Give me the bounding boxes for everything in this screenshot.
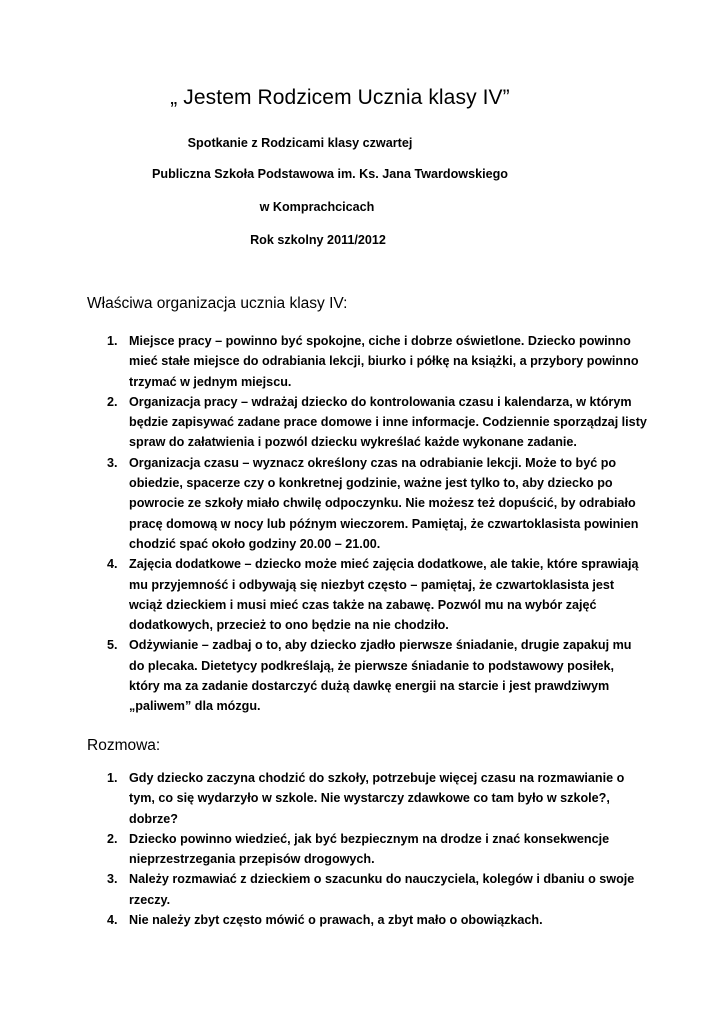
list-item [87, 453, 647, 554]
list-item [87, 829, 647, 870]
list-number: 1. [107, 771, 118, 785]
list-item-text: Organizacja pracy – wdrażaj dziecko do kontrolowania czasu i kalendarza, w którym będzie zapisywać zadane prace domowe i inne informacje. Codziennie sporządzaj listy spraw do załatwienia i pozwól dziecku wykreślać każde wykonane zadanie. [129, 394, 647, 450]
meeting-subtitle: Spotkanie z Rodzicami klasy czwartej [187, 136, 413, 150]
list-number: 2. [107, 394, 118, 409]
school-location: w Komprachcicach [259, 200, 375, 214]
conversation-list [87, 768, 647, 930]
list-item [87, 635, 647, 716]
list-item-text: Dziecko powinno wiedzieć, jak być bezpiecznym na drodze i znać konsekwencje nieprzestrzegania przepisów drogowych. [129, 831, 610, 867]
list-item [87, 869, 647, 910]
list-item-text: Zajęcia dodatkowe – dziecko może mieć zajęcia dodatkowe, ale takie, które sprawiają mu przyjemność i odbywają się niezbyt często – pamiętaj, że czwartoklasista jest wciąż dzieckiem i musi mieć czas także na zabawę. Pozwól mu na wybór zajęć dodatkowych, przecież to ono będzie na nie chodziło. [129, 557, 639, 633]
list-number: 3. [107, 872, 118, 887]
list-number: 2. [107, 831, 118, 846]
list-item-text: Należy rozmawiać z dzieckiem o szacunku do nauczyciela, kolegów i dbaniu o swoje rzeczy. [129, 872, 635, 907]
list-item [87, 392, 647, 453]
list-item [87, 331, 647, 392]
list-number: 1. [107, 334, 118, 348]
list-item-text: Odżywianie – zadbaj o to, aby dziecko zjadło pierwsze śniadanie, drugie zapakuj mu do plecaka. Dietetycy podkreślają, że pierwsze śniadanie to podstawowy posiłek, który ma za zadanie dostarczyć dużą dawkę energii na starcie i jest prawdziwym „paliwem” dla mózgu. [129, 638, 632, 714]
section-heading-conversation: Rozmowa: [87, 737, 161, 754]
list-number: 3. [107, 455, 118, 470]
list-item [87, 768, 647, 829]
organization-list [87, 331, 647, 717]
list-number: 4. [107, 913, 118, 928]
list-item [87, 554, 647, 635]
list-number: 4. [107, 557, 118, 572]
school-name: Publiczna Szkoła Podstawowa im. Ks. Jana Twardowskiego [152, 167, 508, 181]
list-item-text: Miejsce pracy – powinno być spokojne, ciche i dobrze oświetlone. Dziecko powinno mieć stałe miejsce do odrabiania lekcji, biurko i półkę na książki, a przybory powinno trzymać w jednym miejscu. [129, 334, 639, 389]
list-item-text: Gdy dziecko zaczyna chodzić do szkoły, potrzebuje więcej czasu na rozmawianie o tym, co się wydarzyło w szkole. Nie wystarczy zdawkowe co tam było w szkole?, dobrze? [129, 771, 625, 826]
section-heading-organization: Właściwa organizacja ucznia klasy IV: [87, 295, 348, 312]
list-item [87, 910, 647, 930]
document-title: „ Jestem Rodzicem Ucznia klasy IV” [170, 86, 510, 109]
school-year: Rok szkolny 2011/2012 [250, 233, 386, 247]
list-number: 5. [107, 638, 118, 653]
list-item-text: Organizacja czasu – wyznacz określony czas na odrabianie lekcji. Może to być po obiedzie, spacerze czy o konkretnej godzinie, ważne jest tylko to, aby dziecko po powrocie ze szkoły miało chwilę odpoczynku. Nie możesz też dopuścić, by odrabiało pracę domową w nocy lub późnym wieczorem. Pamiętaj, że czwartoklasista powinien chodzić spać około godziny 20.00 – 21.00. [129, 455, 639, 551]
list-item-text: Nie należy zbyt często mówić o prawach, a zbyt mało o obowiązkach. [129, 913, 543, 928]
